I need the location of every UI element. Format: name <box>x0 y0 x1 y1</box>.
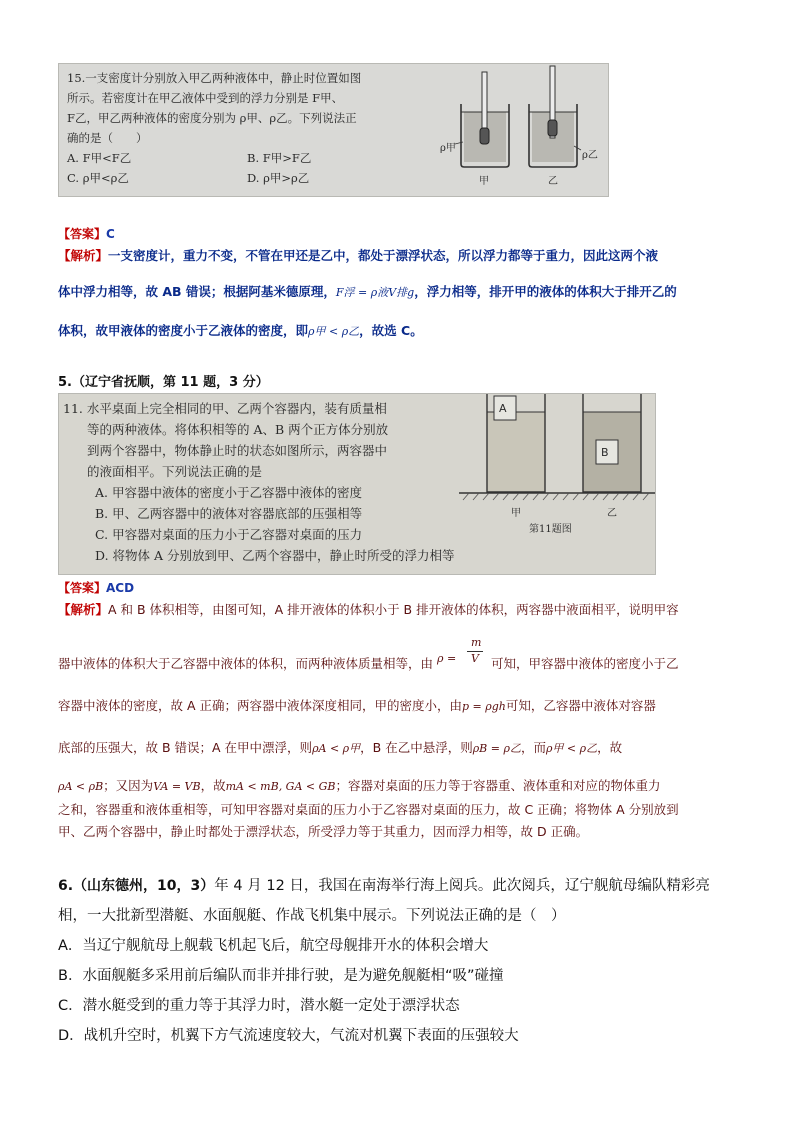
fraction-denominator: V <box>471 652 479 665</box>
explanation-row <box>58 696 656 714</box>
question-15-text <box>67 68 467 188</box>
label-yi: 乙 <box>548 176 558 187</box>
pressure-formula: p = ρgh <box>462 700 506 713</box>
container-label-yi: 乙 <box>607 508 617 519</box>
label-rho-yi: ρ乙 <box>582 150 598 161</box>
q15-line: F乙，甲乙两种液体的密度分别为 ρ甲、ρ乙。下列说法正 <box>67 111 357 125</box>
density-fraction <box>437 636 487 668</box>
explanation-line: 体积，故甲液体的密度小于乙液体的密度，即 <box>58 323 309 338</box>
explanation-line: ；容器对桌面的压力等于容器重、液体重和对应的物体重力 <box>335 778 661 793</box>
formula: ρB = ρ乙 <box>472 742 521 755</box>
hydrometer-figure <box>439 64 608 196</box>
q15-line: 所示。若密度计在甲乙液体中受到的浮力分别是 F甲、 <box>67 91 344 105</box>
q15-line: 确的是（ ） <box>67 131 148 145</box>
q15-option-b: B. F甲>F乙 <box>247 151 312 165</box>
q11-line: 的液面相平。下列说法正确的是 <box>87 464 263 479</box>
question-6-heading: 6.（山东德州，10，3） <box>58 878 215 894</box>
table-hatching <box>463 493 649 500</box>
beaker-yi <box>529 66 581 167</box>
question-5-heading: 5.（辽宁省抚顺，第 11 题，3 分） <box>58 375 269 390</box>
explanation-row <box>58 600 679 618</box>
question-6 <box>58 873 758 1049</box>
explanation-line: 底部的压强大，故 B 错误；A 在甲中漂浮，则 <box>58 740 313 755</box>
answer-tag: 【答案】 <box>58 581 107 595</box>
buoyancy-formula: F浮 = ρ液V排g <box>335 286 415 299</box>
question-11-scan <box>58 393 656 575</box>
containers-figure <box>459 394 655 534</box>
q15-option-a: A. F甲<F乙 <box>67 151 132 165</box>
question-15-scan <box>58 63 609 197</box>
explanation-line: 一支密度计，重力不变，不管在甲还是乙中，都处于漂浮状态，所以浮力都等于重力，因此这两个液 <box>108 248 659 263</box>
explanation-line: 可知，乙容器中液体对容器 <box>505 698 656 713</box>
explanation-line: ；又因为 <box>103 778 154 793</box>
explanation-line: ，故 <box>597 740 623 755</box>
label-rho-jia: ρ甲 <box>440 143 456 154</box>
explanation-row <box>58 822 588 840</box>
explanation-line: 甲、乙两个容器中，静止时都处于漂浮状态，所受浮力等于其重力，因而浮力相等，故 D 正确。 <box>58 824 589 839</box>
explanation-line: 体中浮力相等，故 AB 错误；根据阿基米德原理， <box>58 284 336 299</box>
q11-line: 等的两种液体。将体积相等的 A、B 两个正方体分别放 <box>87 422 389 437</box>
cube-a-label: A <box>499 402 507 415</box>
answer-value: C <box>106 227 115 241</box>
explanation-1 <box>58 246 748 342</box>
formula: mA < mB, GA < GB <box>225 780 336 793</box>
explanation-tag: 【解析】 <box>58 602 109 617</box>
density-formula: ρ甲 < ρ乙 <box>308 325 360 338</box>
explanation-line: A 和 B 体积相等，由图可知，A 排开液体的体积小于 B 排开液体的体积，两容器中液面相平，说明甲容 <box>108 602 679 617</box>
fraction-numerator: m <box>471 636 482 649</box>
explanation-line: ，故 <box>200 778 226 793</box>
explanation-line: ，浮力相等，排开甲的液体的体积大于排开乙的 <box>414 284 677 299</box>
beaker-jia <box>461 72 509 167</box>
explanation-line: 器中液体的体积大于乙容器中液体的体积，而两种液体质量相等，由 <box>58 656 434 671</box>
q11-option-b: B. 甲、乙两容器中的液体对容器底部的压强相等 <box>95 506 363 521</box>
explanation-line: ，故选 C。 <box>359 323 423 338</box>
figure-caption: 第11题图 <box>529 524 572 535</box>
label-jia: 甲 <box>479 176 489 187</box>
q11-option-c: C. 甲容器对桌面的压力小于乙容器对桌面的压力 <box>95 527 363 542</box>
explanation-row <box>58 776 661 794</box>
explanation-line: 容器中液体的密度，故 A 正确；两容器中液体深度相同，甲的密度小，由 <box>58 698 462 713</box>
q15-line: 15.一支密度计分别放入甲乙两种液体中，静止时位置如图 <box>67 71 362 85</box>
explanation-tag: 【解析】 <box>58 248 109 263</box>
q6-option-c: C．潜水艇受到的重力等于其浮力时，潜水艇一定处于漂浮状态 <box>58 998 460 1014</box>
q6-option-a: A．当辽宁舰航母上舰载飞机起飞后，航空母舰排开水的体积会增大 <box>58 938 489 954</box>
container-yi <box>583 394 641 492</box>
q11-option-a: A. 甲容器中液体的密度小于乙容器中液体的密度 <box>95 485 362 500</box>
q11-line: 到两个容器中，物体静止时的状态如图所示，两容器中 <box>87 443 388 458</box>
container-label-jia: 甲 <box>511 508 521 519</box>
question-6-line: 相，一大批新型潜艇、水面舰艇、作战飞机集中展示。下列说法正确的是（ ） <box>58 908 566 924</box>
q6-option-b: B．水面舰艇多采用前后编队而非并排行驶，是为避免舰艇相“吸”碰撞 <box>58 968 504 984</box>
explanation-row <box>58 636 679 672</box>
fraction-lhs: ρ = <box>437 652 457 665</box>
formula: VA = VB <box>153 780 201 793</box>
explanation-row <box>58 738 622 756</box>
explanation-line: 之和，容器重和液体重相等，可知甲容器对桌面的压力小于乙容器对桌面的压力，故 C 正确；将物体 A 分别放到 <box>58 802 679 817</box>
formula: ρA < ρB <box>58 780 104 793</box>
answer-value: ACD <box>106 581 135 595</box>
q15-option-c: C. ρ甲<ρ乙 <box>67 171 129 185</box>
container-jia <box>487 394 545 492</box>
formula: ρA < ρ甲 <box>312 742 361 755</box>
cube-b-label: B <box>601 446 609 459</box>
answer-1 <box>58 226 115 242</box>
q15-option-d: D. ρ甲>ρ乙 <box>247 171 310 185</box>
answer-2 <box>58 580 134 596</box>
explanation-row <box>58 800 679 818</box>
explanation-line: ，而 <box>520 740 546 755</box>
explanation-line: ，B 在乙中悬浮，则 <box>360 740 473 755</box>
answer-tag: 【答案】 <box>58 227 107 241</box>
q11-option-d: D. 将物体 A 分别放到甲、乙两个容器中，静止时所受的浮力相等 <box>95 548 455 563</box>
question-6-line: 年 4 月 12 日，我国在南海举行海上阅兵。此次阅兵，辽宁舰航母编队精彩亮 <box>214 878 710 894</box>
explanation-line: 可知，甲容器中液体的密度小于乙 <box>490 656 679 671</box>
q6-option-d: D．战机升空时，机翼下方气流速度较大，气流对机翼下表面的压强较大 <box>58 1028 519 1044</box>
formula: ρ甲 < ρ乙 <box>545 742 598 755</box>
q11-line: 11. 水平桌面上完全相同的甲、乙两个容器内，装有质量相 <box>63 401 387 416</box>
